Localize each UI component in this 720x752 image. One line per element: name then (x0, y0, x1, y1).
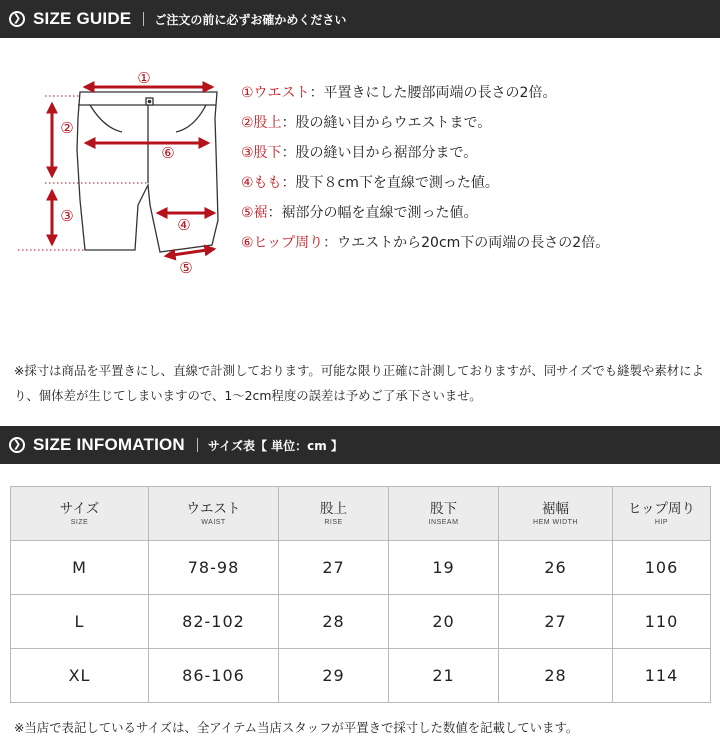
table-cell: 78-98 (149, 541, 279, 595)
table-cell: 27 (279, 541, 389, 595)
legend-term: ④もも (241, 175, 282, 191)
legend-desc: ：裾部分の幅を直線で測った値。 (267, 205, 478, 221)
legend-term: ⑥ヒップ周り (241, 235, 324, 251)
legend-item (241, 138, 716, 168)
header-hem-width: 裾幅 HEM WIDTH (499, 487, 613, 541)
label-4-thigh: ④ (177, 216, 191, 234)
table-cell: 19 (389, 541, 499, 595)
legend-desc: ：股の縫い目からウエストまで。 (281, 115, 492, 131)
size-info-header (0, 426, 720, 464)
legend-term: ⑤裾 (241, 205, 268, 221)
legend-desc: ：平置きにした腰部両端の長さの2倍。 (309, 85, 557, 101)
legend-item (241, 168, 716, 198)
size-info-subtitle: サイズ表【 単位：cm 】 (207, 438, 343, 453)
chevron-right-circle-icon: ❯ (9, 11, 25, 27)
legend-term: ①ウエスト (241, 85, 310, 101)
header-waist: ウエスト WAIST (149, 487, 279, 541)
table-cell: 110 (613, 595, 711, 649)
header-rise: 股上 RISE (279, 487, 389, 541)
header-size: サイズ SIZE (11, 487, 149, 541)
table-row (11, 649, 711, 703)
table-cell: 114 (613, 649, 711, 703)
label-3-inseam: ③ (60, 207, 74, 225)
label-2-rise: ② (60, 119, 74, 137)
table-cell: 26 (499, 541, 613, 595)
header-divider (197, 438, 198, 452)
legend-desc: ：股下８cm下を直線で測った値。 (281, 175, 499, 191)
header-inseam: 股下 INSEAM (389, 487, 499, 541)
legend-item (241, 108, 716, 138)
legend-desc: ：股の縫い目から裾部分まで。 (281, 145, 478, 161)
table-cell: 28 (499, 649, 613, 703)
table-cell: 106 (613, 541, 711, 595)
label-6-hip: ⑥ (161, 144, 175, 162)
shorts-illustration (77, 92, 218, 252)
measurement-note: ※採寸は商品を平置きにし、直線で計測しております。可能な限り正確に計測しておりますが、同サイズでも縫製や素材により、個体差が生じてしまいますので、1〜2cm程度の誤差は予めご了承下さいませ。 (14, 363, 704, 403)
measurement-legend (241, 78, 716, 258)
table-header-row (11, 487, 711, 541)
label-5-hem: ⑤ (179, 259, 193, 277)
table-cell: M (11, 541, 149, 595)
shorts-measurement-diagram (0, 58, 240, 288)
size-info-title: SIZE INFOMATION (33, 435, 185, 454)
table-cell: 29 (279, 649, 389, 703)
table-cell: XL (11, 649, 149, 703)
table-cell: 28 (279, 595, 389, 649)
header-hip: ヒップ周り HIP (613, 487, 711, 541)
table-cell: 20 (389, 595, 499, 649)
table-row (11, 595, 711, 649)
size-guide-header (0, 0, 720, 38)
header-divider (143, 12, 144, 26)
legend-term: ②股上 (241, 115, 282, 131)
legend-term: ③股下 (241, 145, 282, 161)
chevron-right-circle-icon: ❯ (9, 437, 25, 453)
table-cell: 21 (389, 649, 499, 703)
legend-item (241, 228, 716, 258)
label-1-waist: ① (137, 69, 151, 87)
table-cell: L (11, 595, 149, 649)
legend-item (241, 198, 716, 228)
legend-desc: ：ウエストから20cm下の両端の長さの2倍。 (323, 235, 610, 251)
size-table (10, 486, 711, 703)
table-cell: 82-102 (149, 595, 279, 649)
legend-item (241, 78, 716, 108)
table-cell: 27 (499, 595, 613, 649)
size-table-note: ※当店で表記しているサイズは、全アイテム当店スタッフが平置きで採寸した数値を記載しています。 (14, 720, 579, 735)
size-guide-title: SIZE GUIDE (33, 9, 132, 28)
table-row (11, 541, 711, 595)
table-cell: 86-106 (149, 649, 279, 703)
size-guide-subtitle: ご注文の前に必ずお確かめください (154, 12, 347, 27)
